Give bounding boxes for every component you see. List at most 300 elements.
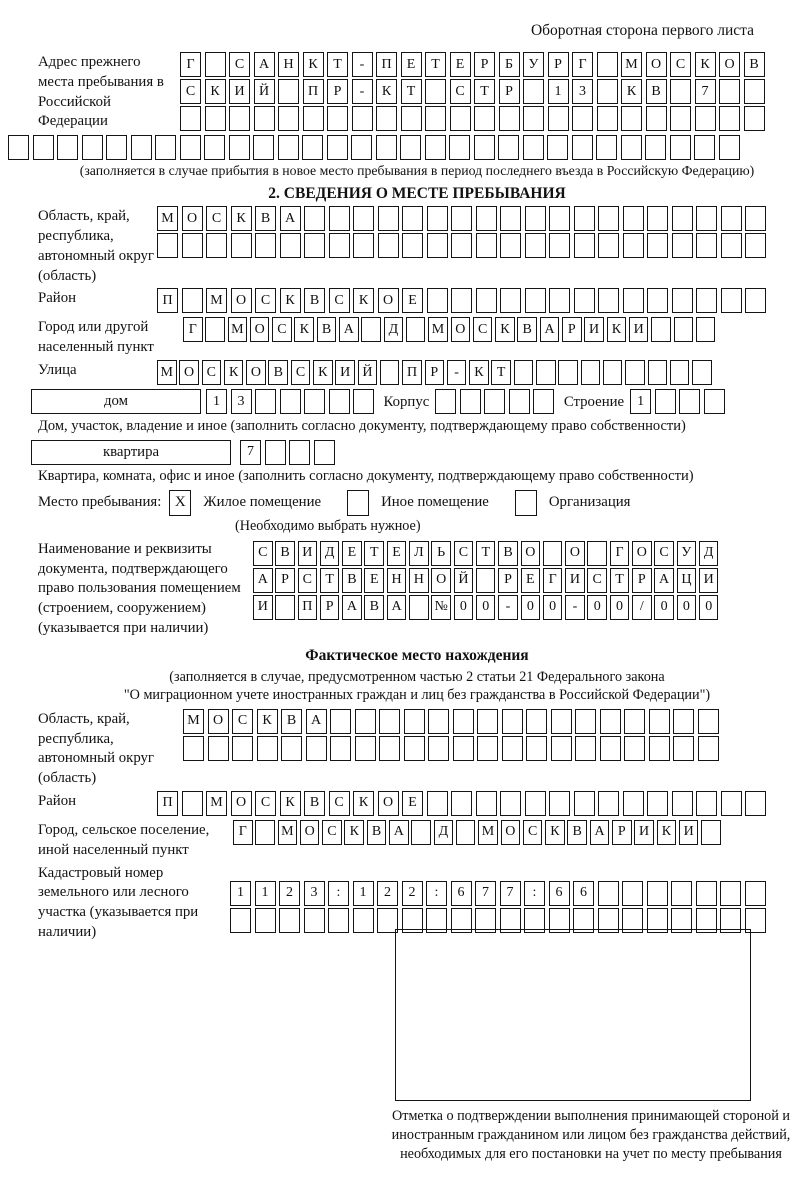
char-cell[interactable] bbox=[621, 135, 642, 160]
char-cell[interactable] bbox=[303, 106, 324, 131]
char-cell[interactable] bbox=[574, 233, 595, 258]
char-cell[interactable]: К bbox=[469, 360, 489, 385]
char-cell[interactable] bbox=[694, 135, 715, 160]
char-cell[interactable] bbox=[182, 791, 203, 816]
char-cell[interactable] bbox=[623, 288, 644, 313]
char-cell[interactable] bbox=[623, 206, 644, 231]
char-cell[interactable] bbox=[744, 79, 765, 104]
char-cell[interactable] bbox=[670, 360, 690, 385]
char-cell[interactable] bbox=[719, 106, 740, 131]
char-cell[interactable]: С bbox=[523, 820, 543, 845]
char-cell[interactable]: А bbox=[654, 568, 674, 593]
char-cell[interactable] bbox=[696, 233, 717, 258]
char-cell[interactable]: 7 bbox=[240, 440, 261, 465]
char-cell[interactable] bbox=[721, 206, 742, 231]
char-cell[interactable] bbox=[526, 709, 547, 734]
char-cell[interactable]: К bbox=[545, 820, 565, 845]
char-cell[interactable] bbox=[692, 360, 712, 385]
char-cell[interactable] bbox=[451, 908, 472, 933]
char-cell[interactable]: А bbox=[540, 317, 560, 342]
char-cell[interactable]: 0 bbox=[521, 595, 541, 620]
char-cell[interactable]: О bbox=[501, 820, 521, 845]
char-cell[interactable] bbox=[411, 820, 431, 845]
char-cell[interactable]: К bbox=[294, 317, 314, 342]
char-cell[interactable]: 0 bbox=[543, 595, 563, 620]
char-cell[interactable] bbox=[304, 206, 325, 231]
char-cell[interactable]: К bbox=[695, 52, 716, 77]
char-cell[interactable]: - bbox=[447, 360, 467, 385]
char-cell[interactable] bbox=[574, 206, 595, 231]
char-cell[interactable]: 6 bbox=[451, 881, 472, 906]
char-cell[interactable] bbox=[597, 52, 618, 77]
char-cell[interactable] bbox=[573, 908, 594, 933]
char-cell[interactable] bbox=[231, 233, 252, 258]
char-cell[interactable] bbox=[82, 135, 103, 160]
char-cell[interactable] bbox=[548, 106, 569, 131]
char-cell[interactable] bbox=[671, 908, 692, 933]
char-cell[interactable] bbox=[536, 360, 556, 385]
char-cell[interactable]: А bbox=[339, 317, 359, 342]
char-cell[interactable] bbox=[379, 736, 400, 761]
char-cell[interactable] bbox=[402, 233, 423, 258]
char-cell[interactable]: К bbox=[257, 709, 278, 734]
char-cell[interactable]: С bbox=[232, 709, 253, 734]
char-cell[interactable] bbox=[649, 736, 670, 761]
char-cell[interactable]: В bbox=[342, 568, 362, 593]
char-cell[interactable] bbox=[427, 206, 448, 231]
char-cell[interactable]: А bbox=[389, 820, 409, 845]
char-cell[interactable] bbox=[698, 709, 719, 734]
char-cell[interactable] bbox=[598, 206, 619, 231]
char-cell[interactable] bbox=[379, 709, 400, 734]
char-cell[interactable]: М bbox=[157, 360, 177, 385]
char-cell[interactable]: Т bbox=[610, 568, 630, 593]
char-cell[interactable]: В bbox=[268, 360, 288, 385]
char-cell[interactable] bbox=[451, 288, 472, 313]
char-cell[interactable] bbox=[647, 791, 668, 816]
char-cell[interactable]: Г bbox=[610, 541, 630, 566]
char-cell[interactable]: П bbox=[157, 288, 178, 313]
char-cell[interactable]: 0 bbox=[677, 595, 697, 620]
char-cell[interactable]: В bbox=[498, 541, 518, 566]
char-cell[interactable]: Ц bbox=[677, 568, 697, 593]
char-cell[interactable]: П bbox=[303, 79, 324, 104]
char-cell[interactable] bbox=[670, 135, 691, 160]
char-cell[interactable]: О bbox=[182, 206, 203, 231]
char-cell[interactable]: 2 bbox=[402, 881, 423, 906]
char-cell[interactable] bbox=[361, 317, 381, 342]
char-cell[interactable]: 7 bbox=[500, 881, 521, 906]
char-cell[interactable] bbox=[302, 135, 323, 160]
char-cell[interactable] bbox=[526, 736, 547, 761]
char-cell[interactable]: М bbox=[206, 791, 227, 816]
char-cell[interactable]: Г bbox=[233, 820, 253, 845]
char-cell[interactable] bbox=[427, 233, 448, 258]
char-cell[interactable] bbox=[304, 233, 325, 258]
char-cell[interactable]: Р bbox=[499, 79, 520, 104]
char-cell[interactable]: Р bbox=[474, 52, 495, 77]
char-cell[interactable] bbox=[598, 791, 619, 816]
char-cell[interactable] bbox=[355, 709, 376, 734]
char-cell[interactable] bbox=[720, 908, 741, 933]
char-cell[interactable]: О bbox=[208, 709, 229, 734]
char-cell[interactable]: В bbox=[367, 820, 387, 845]
char-cell[interactable] bbox=[378, 206, 399, 231]
char-cell[interactable]: О bbox=[378, 791, 399, 816]
char-cell[interactable]: О bbox=[632, 541, 652, 566]
char-cell[interactable] bbox=[647, 233, 668, 258]
char-cell[interactable] bbox=[549, 288, 570, 313]
char-cell[interactable]: Д bbox=[384, 317, 404, 342]
char-cell[interactable]: В bbox=[304, 288, 325, 313]
char-cell[interactable]: И bbox=[699, 568, 719, 593]
char-cell[interactable] bbox=[572, 135, 593, 160]
char-cell[interactable]: А bbox=[306, 709, 327, 734]
char-cell[interactable] bbox=[597, 106, 618, 131]
char-cell[interactable]: Д bbox=[699, 541, 719, 566]
char-cell[interactable]: 1 bbox=[548, 79, 569, 104]
char-cell[interactable]: И bbox=[335, 360, 355, 385]
char-cell[interactable] bbox=[721, 791, 742, 816]
char-cell[interactable] bbox=[229, 135, 250, 160]
char-cell[interactable] bbox=[377, 908, 398, 933]
char-cell[interactable]: В bbox=[567, 820, 587, 845]
char-cell[interactable] bbox=[327, 106, 348, 131]
char-cell[interactable]: М bbox=[183, 709, 204, 734]
char-cell[interactable] bbox=[280, 389, 301, 414]
char-cell[interactable] bbox=[450, 106, 471, 131]
char-cell[interactable] bbox=[574, 791, 595, 816]
char-cell[interactable]: 0 bbox=[654, 595, 674, 620]
checkbox-organizaciya[interactable] bbox=[515, 490, 537, 516]
char-cell[interactable] bbox=[696, 791, 717, 816]
char-cell[interactable]: 3 bbox=[572, 79, 593, 104]
char-cell[interactable]: В bbox=[517, 317, 537, 342]
char-cell[interactable] bbox=[451, 233, 472, 258]
char-cell[interactable] bbox=[355, 736, 376, 761]
char-cell[interactable] bbox=[353, 206, 374, 231]
char-cell[interactable]: Т bbox=[327, 52, 348, 77]
char-cell[interactable]: И bbox=[298, 541, 318, 566]
char-cell[interactable] bbox=[57, 135, 78, 160]
char-cell[interactable] bbox=[406, 317, 426, 342]
char-cell[interactable]: М bbox=[278, 820, 298, 845]
char-cell[interactable]: С bbox=[329, 288, 350, 313]
char-cell[interactable] bbox=[533, 389, 554, 414]
char-cell[interactable] bbox=[698, 736, 719, 761]
char-cell[interactable] bbox=[427, 288, 448, 313]
char-cell[interactable] bbox=[265, 440, 286, 465]
char-cell[interactable]: М bbox=[478, 820, 498, 845]
char-cell[interactable] bbox=[719, 135, 740, 160]
char-cell[interactable]: - bbox=[352, 79, 373, 104]
char-cell[interactable] bbox=[353, 908, 374, 933]
char-cell[interactable] bbox=[574, 288, 595, 313]
char-cell[interactable]: К bbox=[344, 820, 364, 845]
char-cell[interactable]: П bbox=[157, 791, 178, 816]
char-cell[interactable] bbox=[476, 568, 496, 593]
char-cell[interactable]: У bbox=[523, 52, 544, 77]
char-cell[interactable]: 0 bbox=[454, 595, 474, 620]
char-cell[interactable]: С bbox=[587, 568, 607, 593]
char-cell[interactable] bbox=[744, 106, 765, 131]
char-cell[interactable]: Р bbox=[425, 360, 445, 385]
char-cell[interactable]: О bbox=[231, 288, 252, 313]
char-cell[interactable]: 0 bbox=[610, 595, 630, 620]
char-cell[interactable] bbox=[745, 288, 766, 313]
char-cell[interactable]: М bbox=[621, 52, 642, 77]
char-cell[interactable]: С bbox=[202, 360, 222, 385]
char-cell[interactable] bbox=[257, 736, 278, 761]
char-cell[interactable] bbox=[647, 881, 668, 906]
char-cell[interactable] bbox=[353, 389, 374, 414]
char-cell[interactable]: С bbox=[670, 52, 691, 77]
char-cell[interactable]: Е bbox=[402, 791, 423, 816]
char-cell[interactable] bbox=[603, 360, 623, 385]
char-cell[interactable] bbox=[279, 908, 300, 933]
char-cell[interactable] bbox=[647, 288, 668, 313]
char-cell[interactable] bbox=[206, 233, 227, 258]
char-cell[interactable] bbox=[474, 135, 495, 160]
char-cell[interactable] bbox=[623, 791, 644, 816]
char-cell[interactable] bbox=[696, 908, 717, 933]
char-cell[interactable]: К bbox=[353, 288, 374, 313]
char-cell[interactable] bbox=[647, 908, 668, 933]
char-cell[interactable]: Т bbox=[491, 360, 511, 385]
char-cell[interactable] bbox=[498, 135, 519, 160]
char-cell[interactable] bbox=[500, 908, 521, 933]
char-cell[interactable]: И bbox=[634, 820, 654, 845]
char-cell[interactable] bbox=[453, 709, 474, 734]
char-cell[interactable] bbox=[476, 233, 497, 258]
char-cell[interactable]: Г bbox=[183, 317, 203, 342]
char-cell[interactable] bbox=[695, 106, 716, 131]
char-cell[interactable] bbox=[404, 709, 425, 734]
char-cell[interactable] bbox=[672, 791, 693, 816]
char-cell[interactable] bbox=[304, 908, 325, 933]
char-cell[interactable] bbox=[720, 881, 741, 906]
char-cell[interactable] bbox=[378, 233, 399, 258]
char-cell[interactable] bbox=[575, 736, 596, 761]
char-cell[interactable] bbox=[621, 106, 642, 131]
char-cell[interactable] bbox=[427, 791, 448, 816]
char-cell[interactable] bbox=[543, 541, 563, 566]
char-cell[interactable]: Р bbox=[498, 568, 518, 593]
char-cell[interactable] bbox=[624, 709, 645, 734]
char-cell[interactable] bbox=[597, 79, 618, 104]
char-cell[interactable] bbox=[696, 206, 717, 231]
char-cell[interactable] bbox=[523, 79, 544, 104]
char-cell[interactable]: С bbox=[291, 360, 311, 385]
char-cell[interactable] bbox=[671, 881, 692, 906]
char-cell[interactable]: Е bbox=[402, 288, 423, 313]
char-cell[interactable]: С bbox=[329, 791, 350, 816]
char-cell[interactable]: Б bbox=[499, 52, 520, 77]
char-cell[interactable]: С bbox=[253, 541, 273, 566]
char-cell[interactable]: А bbox=[590, 820, 610, 845]
char-cell[interactable]: В bbox=[304, 791, 325, 816]
char-cell[interactable]: К bbox=[280, 288, 301, 313]
char-cell[interactable] bbox=[304, 389, 325, 414]
char-cell[interactable]: Е bbox=[401, 52, 422, 77]
char-cell[interactable]: М bbox=[157, 206, 178, 231]
char-cell[interactable]: А bbox=[254, 52, 275, 77]
char-cell[interactable]: С bbox=[654, 541, 674, 566]
char-cell[interactable]: К bbox=[353, 791, 374, 816]
char-cell[interactable] bbox=[649, 709, 670, 734]
char-cell[interactable]: С bbox=[272, 317, 292, 342]
char-cell[interactable] bbox=[425, 79, 446, 104]
char-cell[interactable]: К bbox=[224, 360, 244, 385]
char-cell[interactable] bbox=[131, 135, 152, 160]
char-cell[interactable] bbox=[255, 820, 275, 845]
char-cell[interactable] bbox=[500, 791, 521, 816]
char-cell[interactable] bbox=[745, 791, 766, 816]
char-cell[interactable]: У bbox=[677, 541, 697, 566]
char-cell[interactable]: П bbox=[376, 52, 397, 77]
char-cell[interactable]: В bbox=[646, 79, 667, 104]
char-cell[interactable]: 1 bbox=[206, 389, 227, 414]
char-cell[interactable]: И bbox=[679, 820, 699, 845]
char-cell[interactable]: И bbox=[229, 79, 250, 104]
char-cell[interactable]: О bbox=[300, 820, 320, 845]
char-cell[interactable] bbox=[278, 106, 299, 131]
char-cell[interactable] bbox=[205, 52, 226, 77]
char-cell[interactable] bbox=[8, 135, 29, 160]
char-cell[interactable] bbox=[329, 233, 350, 258]
char-cell[interactable]: Р bbox=[562, 317, 582, 342]
char-cell[interactable] bbox=[180, 135, 201, 160]
char-cell[interactable]: 1 bbox=[230, 881, 251, 906]
char-cell[interactable]: Е bbox=[342, 541, 362, 566]
char-cell[interactable] bbox=[655, 389, 676, 414]
char-cell[interactable]: О bbox=[646, 52, 667, 77]
char-cell[interactable] bbox=[525, 206, 546, 231]
char-cell[interactable] bbox=[477, 736, 498, 761]
char-cell[interactable]: Д bbox=[320, 541, 340, 566]
char-cell[interactable] bbox=[205, 317, 225, 342]
char-cell[interactable] bbox=[523, 135, 544, 160]
char-cell[interactable] bbox=[558, 360, 578, 385]
char-cell[interactable]: И bbox=[584, 317, 604, 342]
char-cell[interactable]: В bbox=[744, 52, 765, 77]
char-cell[interactable]: В bbox=[281, 709, 302, 734]
char-cell[interactable] bbox=[425, 135, 446, 160]
char-cell[interactable]: Р bbox=[275, 568, 295, 593]
char-cell[interactable] bbox=[523, 106, 544, 131]
checkbox-zhiloe[interactable]: X bbox=[169, 490, 191, 516]
char-cell[interactable]: О bbox=[246, 360, 266, 385]
char-cell[interactable] bbox=[674, 317, 694, 342]
char-cell[interactable]: 3 bbox=[231, 389, 252, 414]
char-cell[interactable]: И bbox=[629, 317, 649, 342]
char-cell[interactable]: / bbox=[632, 595, 652, 620]
char-cell[interactable] bbox=[255, 389, 276, 414]
char-cell[interactable] bbox=[278, 135, 299, 160]
char-cell[interactable]: О bbox=[179, 360, 199, 385]
char-cell[interactable] bbox=[502, 709, 523, 734]
char-cell[interactable]: К bbox=[280, 791, 301, 816]
char-cell[interactable] bbox=[280, 233, 301, 258]
char-cell[interactable] bbox=[696, 317, 716, 342]
char-cell[interactable]: К bbox=[313, 360, 333, 385]
char-cell[interactable] bbox=[679, 389, 700, 414]
char-cell[interactable] bbox=[460, 389, 481, 414]
char-cell[interactable]: В bbox=[275, 541, 295, 566]
char-cell[interactable] bbox=[500, 288, 521, 313]
char-cell[interactable]: С bbox=[206, 206, 227, 231]
char-cell[interactable] bbox=[575, 709, 596, 734]
char-cell[interactable] bbox=[426, 908, 447, 933]
char-cell[interactable]: С bbox=[255, 791, 276, 816]
char-cell[interactable] bbox=[329, 389, 350, 414]
char-cell[interactable] bbox=[625, 360, 645, 385]
char-cell[interactable] bbox=[672, 288, 693, 313]
char-cell[interactable] bbox=[701, 820, 721, 845]
char-cell[interactable]: Р bbox=[320, 595, 340, 620]
char-cell[interactable]: Д bbox=[434, 820, 454, 845]
char-cell[interactable]: - bbox=[352, 52, 373, 77]
char-cell[interactable] bbox=[281, 736, 302, 761]
char-cell[interactable] bbox=[598, 908, 619, 933]
char-cell[interactable] bbox=[328, 908, 349, 933]
char-cell[interactable] bbox=[624, 736, 645, 761]
char-cell[interactable] bbox=[254, 106, 275, 131]
char-cell[interactable]: Н bbox=[409, 568, 429, 593]
char-cell[interactable] bbox=[402, 908, 423, 933]
char-cell[interactable]: 3 bbox=[304, 881, 325, 906]
char-cell[interactable] bbox=[509, 389, 530, 414]
char-cell[interactable]: Г bbox=[180, 52, 201, 77]
char-cell[interactable] bbox=[549, 206, 570, 231]
char-cell[interactable]: К bbox=[657, 820, 677, 845]
char-cell[interactable]: К bbox=[495, 317, 515, 342]
char-cell[interactable]: Ь bbox=[431, 541, 451, 566]
char-cell[interactable] bbox=[476, 791, 497, 816]
char-cell[interactable] bbox=[719, 79, 740, 104]
char-cell[interactable]: 7 bbox=[475, 881, 496, 906]
char-cell[interactable] bbox=[524, 908, 545, 933]
char-cell[interactable]: А bbox=[253, 568, 273, 593]
char-cell[interactable]: Р bbox=[548, 52, 569, 77]
char-cell[interactable] bbox=[183, 736, 204, 761]
char-cell[interactable] bbox=[208, 736, 229, 761]
char-cell[interactable]: Т bbox=[425, 52, 446, 77]
char-cell[interactable]: И bbox=[253, 595, 273, 620]
char-cell[interactable] bbox=[428, 736, 449, 761]
char-cell[interactable] bbox=[157, 233, 178, 258]
char-cell[interactable] bbox=[647, 206, 668, 231]
char-cell[interactable] bbox=[572, 106, 593, 131]
char-cell[interactable] bbox=[182, 233, 203, 258]
char-cell[interactable]: Р bbox=[327, 79, 348, 104]
char-cell[interactable] bbox=[230, 908, 251, 933]
char-cell[interactable]: С bbox=[255, 288, 276, 313]
char-cell[interactable] bbox=[587, 541, 607, 566]
char-cell[interactable] bbox=[205, 106, 226, 131]
char-cell[interactable]: К bbox=[376, 79, 397, 104]
char-cell[interactable] bbox=[549, 908, 570, 933]
char-cell[interactable]: В bbox=[364, 595, 384, 620]
char-cell[interactable] bbox=[670, 106, 691, 131]
char-cell[interactable]: № bbox=[431, 595, 451, 620]
char-cell[interactable]: Т bbox=[401, 79, 422, 104]
char-cell[interactable]: М bbox=[428, 317, 448, 342]
char-cell[interactable] bbox=[673, 736, 694, 761]
char-cell[interactable]: К bbox=[205, 79, 226, 104]
char-cell[interactable] bbox=[180, 106, 201, 131]
char-cell[interactable]: Е bbox=[450, 52, 471, 77]
